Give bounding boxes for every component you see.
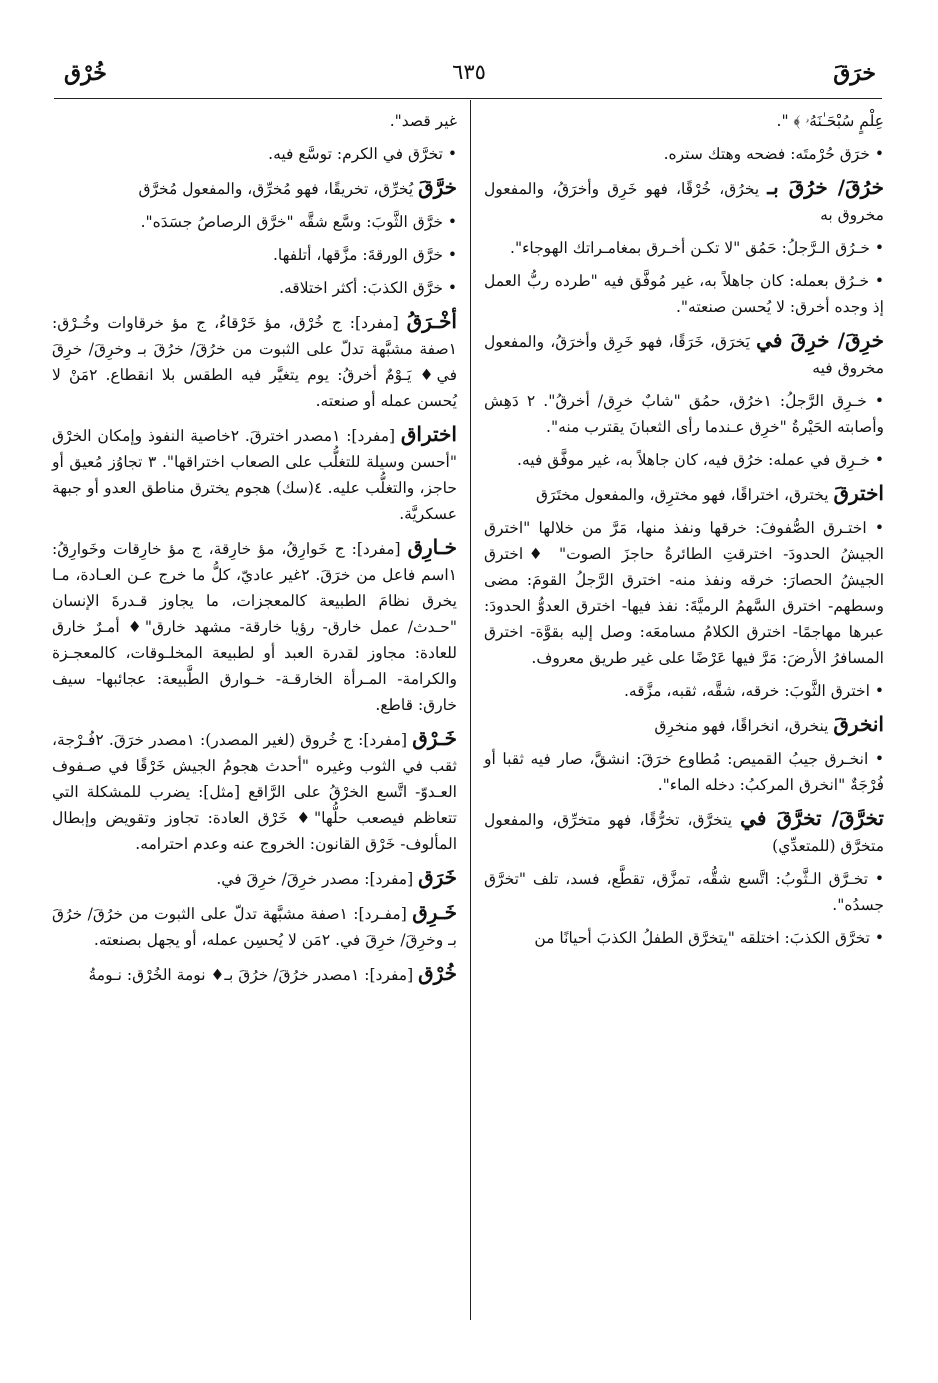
dictionary-entry [52, 534, 457, 718]
entry-text: • خـرِق الرَّجلُ: ١خرُق، حمُق "شابٌ خرِق/ أخرقُ". ٢ دَهِش وأصابته الحَيْرةُ "خرِق عـندما رأى الثعبانَ يقترب منه". [484, 392, 884, 436]
dictionary-sense [484, 235, 884, 261]
left-column [52, 108, 457, 995]
entry-text: عِلْمٍ سُبْحَـٰنَهُۥ ﴾ ". [776, 112, 884, 130]
dictionary-sense [484, 268, 884, 320]
entry-text: يتخرَّق، تخرُّقًا، فهو متخرِّق، والمفعول متخرَّق (للمتعدِّي) [484, 811, 884, 855]
entry-text: ينخرق، انخراقًا، فهو منخرِق [654, 717, 834, 735]
entry-text: • تخرَّق في الكرم: توسَّع فيه. [268, 145, 457, 163]
entry-text: • تخـرَّق الـثَّوبُ: اتَّسع شقُّه، تمزَّق، تقطَّع، فسد، تلف "تخرَّق جسدُه". [484, 870, 884, 914]
dictionary-entry [484, 327, 884, 381]
dictionary-entry [52, 725, 457, 857]
entry-headword: أخْـرَقُ [406, 309, 457, 333]
dictionary-entry [484, 711, 884, 739]
entry-text: • خـرِق في عمله: خرُق فيه، كان جاهلاً به، غير موفَّق فيه. [517, 451, 884, 469]
entry-text: يخرُق، خُرْقًا، فهو خَرِق وأخرَقُ، والمفعول مخروق به [484, 180, 884, 224]
entry-text: • خرَّق الثَّوبَ: وسَّع شقَّه "خرَّق الرصاصُ جسَدَه". [140, 213, 457, 231]
entry-text: غير قصد". [389, 112, 457, 130]
dictionary-sense [52, 275, 457, 301]
entry-headword: خُرْق [418, 961, 457, 985]
dictionary-sense [484, 678, 884, 704]
header-rule [54, 98, 882, 99]
dictionary-sense [484, 866, 884, 918]
entry-text: • خرَّق الورقةَ: مزَّقها، أتلفها. [273, 246, 457, 264]
right-column [484, 108, 884, 958]
entry-headword: خَـرْق [412, 726, 457, 750]
entry-text: يَخرَق، خَرَقًا، فهو خَرِق وأخرَقُ، والمفعول مخروق فيه [484, 333, 884, 377]
entry-text: [مفرد]: ج خُرْق، مؤ خَرْقاءُ، ج مؤ خرقاوات وخُـرْق: ١صفة مشبَّهة تدلّ على الثبوت من خرُقَ/ خرُقَ بـ وخرِقَ/ خرِقَ في♦ يَـوْمٌ أخرقُ: يوم يتغيَّر فيه الطقس بلا انقطاع. ٢مَنْ لا يُحسن عمله أو صنعته. [52, 314, 457, 410]
entry-text: • اخترق الثَّوبَ: خرقه، شقَّه، ثقبه، مزَّقه. [623, 682, 884, 700]
entry-headword: خرُقَ/ خرُقَ بـ [767, 175, 884, 199]
dictionary-entry [52, 421, 457, 527]
entry-text: • خرَق حُرْمتَه: فضحه وهتك ستره. [663, 145, 884, 163]
column-divider [470, 100, 471, 1320]
entry-headword: تخرَّقَ/ تخرَّقَ في [740, 806, 884, 830]
page-number: ٦٣٥ [452, 60, 486, 84]
entry-headword: انخرقَ [833, 712, 884, 736]
entry-text: • تخرَّق الكذبَ: اختلقه "يتخرَّق الطفلُ الكذبَ أحيانًا من [534, 929, 884, 947]
dictionary-sense [484, 447, 884, 473]
dictionary-entry [52, 899, 457, 953]
dictionary-sense [484, 925, 884, 951]
entry-text: [مفرد]: مصدر خرِقَ/ خرِقَ في. [216, 870, 419, 888]
entry-text: • خـرُق الـرَّجلُ: حَمُق "لا تكـن أخـرق بمغامـراتك الهوجاء". [510, 239, 884, 257]
entry-text: [مفرد]: ١مصدر خرُقَ/ خرُقَ بـ♦ نومة الخُرْق: نـومةُ [88, 966, 419, 984]
entry-text: • اختـرق الصُّفوفَ: خرقها ونفذ منها، مَرَّ من خلالها "اخترق الجيشُ الحدودَ- اخترقتِ الطائرةُ حاجزَ الصوت" ♦اخترق الجيشُ الحصارَ: خرقه ونفذ منه- اخترق الرَّجلُ القومَ: مضى وسطهم- اخترق السَّهمُ الرميَّةَ: نفذ فيها- اخترق العدوُّ الحدودَ: عبرها مهاجمًا- اخترق الكلامُ مسامعَه: وصل إليه بقوَّة- اخترق المسافرُ الأرضَ: مَرَّ فيها عَرْضًا على غير طريق معروف. [484, 519, 884, 667]
dictionary-sense [52, 108, 457, 134]
dictionary-sense [484, 108, 884, 134]
dictionary-entry [52, 174, 457, 202]
dictionary-entry [484, 805, 884, 859]
entry-text: • انخـرق جيبُ القميص: مُطاوع خرَقَ: انشقَّ، صار فيه ثقبا أو فُرْجَةٌ "انخرق المركبُ: دخله الماء". [484, 750, 884, 794]
entry-headword: خَـرِق [412, 900, 458, 924]
entry-headword: اخترقَ [833, 481, 884, 505]
entry-text: [مفرد]: ج خَوارِقُ، مؤ خارِقة، ج مؤ خارِقات وخَوارِقُ: ١اسم فاعل من خرَقَ. ٢غير عاديّ، كلُّ ما خرج عـن العـادة، مـا يخرق نظامَ الطبيعة كالمعجزات، ما يجاوز قـدرةَ الإنسان "حـدث/ عمل خارق- رؤيا خارقة- مشهد خارق"♦ أمـرٌ خارق للعادة: مجاوز لقدرة العبد أو لطبيعة المخلـوقات، كالمعجـزة والكرامة- المـرأة الخارقـة- خـوارق الطَّبيعة: عجائبها- سيف خارق: قاطع. [52, 540, 457, 714]
dictionary-sense [484, 388, 884, 440]
dictionary-sense [484, 746, 884, 798]
guide-word-right: خرَقَ [833, 60, 876, 86]
entry-text: [مفرد]: ١مصدر اخترقَ. ٢خاصية النفوذ وإمكان الخرْق "أحسن وسيلة للتغلُّب على الصعاب اختراقها". ٣ تجاوُز مُعيق أو حاجز، والتغلُّب عليه. ٤(سك) هجوم يخترق مناطق العدو أو جبهة عسكريَّة. [52, 427, 457, 523]
entry-headword: خَرَق [418, 865, 457, 889]
dictionary-sense [484, 141, 884, 167]
dictionary-entry [484, 480, 884, 508]
entry-text: يخترق، اختراقًا، فهو مخترِق، والمفعول مختَرَق [536, 486, 834, 504]
dictionary-entry [52, 960, 457, 988]
entry-text: • خـرُق بعمله: كان جاهلاً به، غير مُوفَّق فيه "طرده ربُّ العمل إذ وجده أخرق: لا يُحسن صنعته". [484, 272, 884, 316]
entry-text: يُخرِّق، تخريقًا، فهو مُخرِّق، والمفعول مُخرَّق [138, 180, 419, 198]
entry-headword: خرِقَ/ خرِقَ في [756, 328, 885, 352]
dictionary-sense [52, 242, 457, 268]
page-header [0, 52, 938, 92]
dictionary-sense [52, 141, 457, 167]
entry-text: • خرَّق الكذبَ: أكثر اختلاقه. [279, 279, 457, 297]
entry-headword: اختراق [400, 422, 457, 446]
entry-text: [مفرد]: ج خُروق (لغير المصدر): ١مصدر خرَقَ. ٢فُـرْجة، ثقب في الثوب وغيره "أحدث هجومُ الجيش خَرْقًا في صـفوف العـدوّ- اتَّسع الخرْقُ على الرَّاقع [مثل]: يضرب للمشكلة التي تتعاظم فيصعب حلُّها"♦ خَرْق العادة: تجاوز وتقويض وإبطال المألوف- خَرْق القانون: الخروج عنه وعدم احترامه. [52, 731, 457, 853]
entry-headword: خرَّقَ [418, 175, 457, 199]
entry-headword: خـارِق [407, 535, 457, 559]
guide-word-left: خُرْق [64, 60, 107, 86]
entry-text: [مفـرد]: ١صفة مشبَّهة تدلّ على الثبوت من خرُقَ/ خرُقَ بـ وخرِقَ/ خرِقَ في. ٢مَن لا يُحسِن عمله، أو يجهل بصنعته. [52, 905, 457, 949]
dictionary-entry [52, 864, 457, 892]
dictionary-sense [52, 209, 457, 235]
dictionary-sense [484, 515, 884, 671]
dictionary-entry [484, 174, 884, 228]
dictionary-entry [52, 308, 457, 414]
